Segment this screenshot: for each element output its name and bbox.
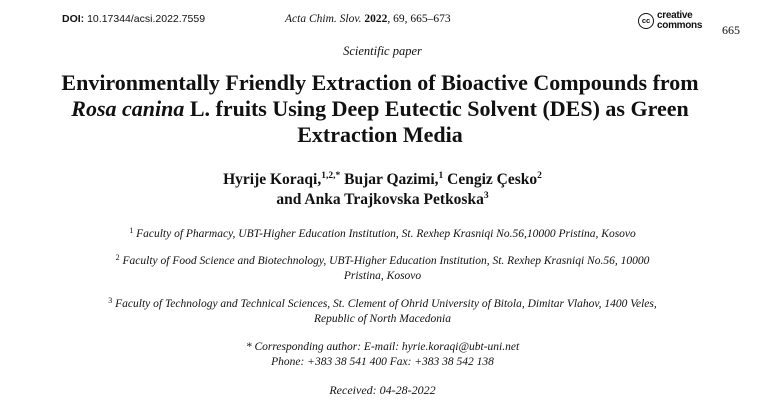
creative-commons-logo[interactable] [638, 12, 708, 32]
affiliation-text: Faculty of Pharmacy, UBT-Higher Education Institution, St. Rexhep Krasniqi No.56,10000 Pristina, Kosovo [133, 228, 636, 240]
journal-year: 2022 [364, 13, 388, 25]
title-species: Rosa canina [71, 96, 185, 121]
corresponding-phone: Phone: +383 38 541 400 Fax: +383 38 542 138 [271, 356, 494, 368]
paper-title [60, 70, 700, 148]
author-line-1 [0, 170, 765, 190]
author-name: Cengiz Çesko [443, 171, 538, 188]
affiliation-2 [100, 254, 665, 284]
author-list [0, 170, 765, 210]
title-part1: Environmentally Friendly Extraction of Bioactive Compounds from [61, 70, 699, 95]
affiliation-3 [100, 297, 665, 327]
affiliation-number: 3 [108, 296, 113, 305]
author-name: Hyrije Koraqi, [223, 171, 322, 188]
cc-wordmark [657, 11, 702, 31]
doi-line [62, 12, 205, 26]
page-number: 665 [722, 23, 740, 37]
affiliation-text: Faculty of Technology and Technical Sciences, St. Clement of Ohrid University of Bitola, Dimitar Vlahov, 1400 Veles, Republic of North Macedonia [112, 298, 657, 325]
journal-name: Acta Chim. Slov. [285, 13, 362, 25]
author-affiliation-sup: 1,2,* [321, 171, 341, 181]
doi-value[interactable]: 10.17344/acsi.2022.7559 [87, 13, 206, 25]
author-name: and Anka Trajkovska Petkoska [276, 191, 484, 208]
journal-volume-pages: , 69, 665–673 [387, 13, 451, 25]
cc-wordmark-line2: commons [657, 20, 703, 31]
author-name: Bujar Qazimi, [340, 171, 439, 188]
title-part2: L. fruits Using Deep Eutectic Solvent (DES) as Green Extraction Media [184, 96, 689, 147]
paper-type: Scientific paper [343, 44, 422, 58]
affiliation-number: 2 [115, 253, 120, 262]
journal-citation [285, 12, 451, 26]
author-affiliation-sup: 2 [537, 171, 542, 181]
affiliation-number: 1 [129, 226, 134, 235]
author-affiliation-sup: 1 [438, 171, 444, 181]
author-line-2 [0, 190, 765, 210]
cc-icon: cc [638, 13, 654, 29]
author-affiliation-sup: 3 [483, 191, 489, 201]
correspondence [0, 340, 765, 370]
received-date: Received: 04-28-2022 [329, 383, 436, 397]
corresponding-email[interactable]: * Corresponding author: E-mail: hyrie.koraqi@ubt-uni.net [245, 341, 520, 353]
affiliation-1 [100, 227, 665, 242]
affiliation-text: Faculty of Food Science and Biotechnology, UBT-Higher Education Institution, St. Rexhep Krasniqi No.56, 10000 Pristina, Kosovo [119, 255, 650, 282]
doi-label: DOI: [62, 13, 85, 25]
cc-wordmark-line1: creative [657, 10, 693, 21]
